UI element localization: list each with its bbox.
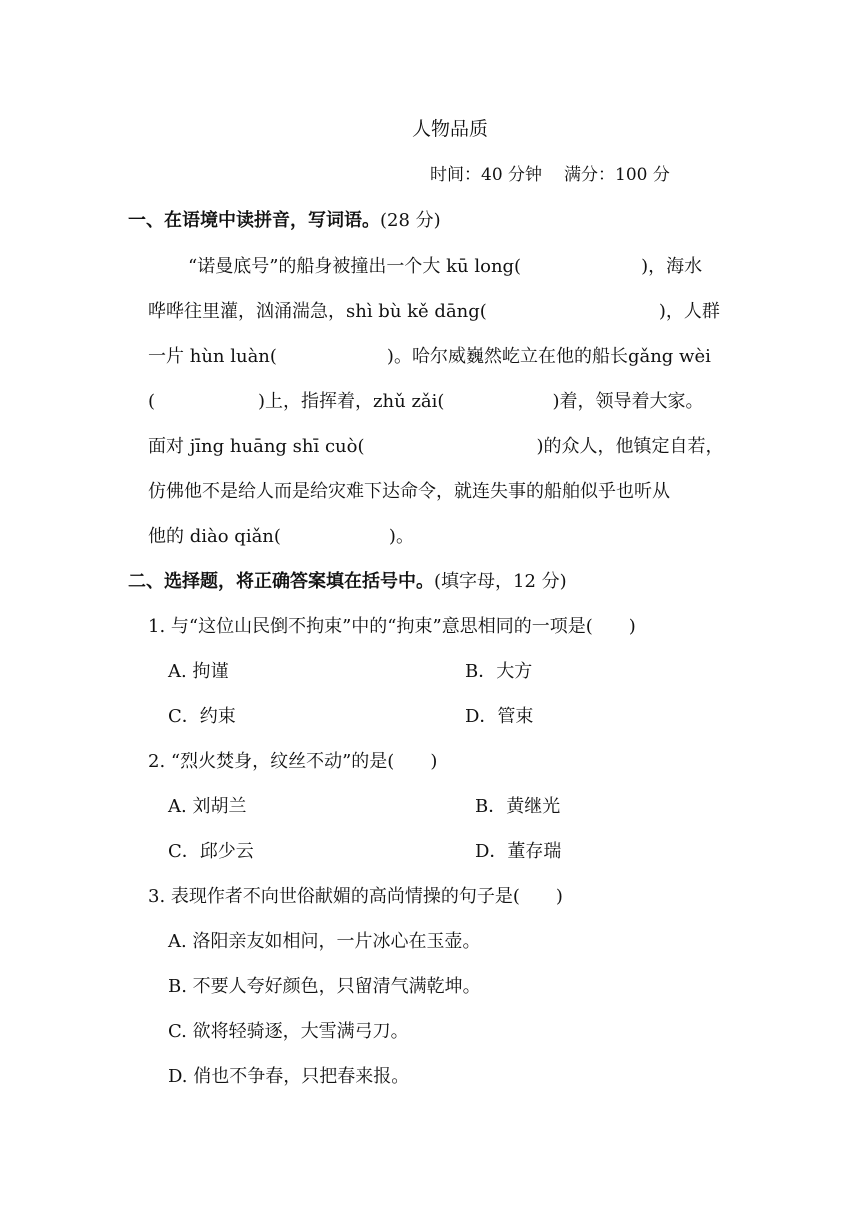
line-text: 仿佛他不是给人而是给灾难下达命令，就连失事的船舶似乎也听从 (148, 481, 670, 502)
time-limit: 时间：40 分钟 (430, 165, 543, 185)
line-text: )的众人，他镇定自若， (536, 436, 724, 457)
passage-line-7 (148, 522, 414, 548)
section-1-score: (28 分) (380, 210, 441, 231)
line-text: )上，指挥着，zhǔ zǎi( (258, 391, 445, 412)
q2-option-b[interactable]: B．黄继光 (475, 796, 561, 817)
q3-option-a[interactable]: A. 洛阳亲友如相问，一片冰心在玉壶。 (168, 931, 481, 952)
page-title: 人物品质 (411, 118, 488, 140)
passage-line-1 (188, 252, 702, 278)
line-text: )，人群 (658, 301, 720, 322)
q2-option-d[interactable]: D．董存瑞 (475, 841, 562, 862)
line-text: 一片 hùn luàn( (148, 346, 277, 367)
passage-line-4 (148, 387, 703, 413)
passage-line-2 (148, 297, 720, 323)
q1-option-d[interactable]: D．管束 (465, 706, 534, 727)
line-text: ( (148, 391, 156, 412)
line-text: )着，领导着大家。 (552, 391, 704, 412)
question-2-stem: 2. “烈火焚身，纹丝不动”的是( ) (148, 751, 438, 772)
line-text: 面对 jīng huāng shī cuò( (148, 436, 365, 457)
q3-option-d[interactable]: D. 俏也不争春，只把春来报。 (168, 1066, 410, 1087)
section-1-heading (128, 206, 441, 232)
full-score: 满分：100 分 (564, 165, 670, 185)
passage-line-3 (148, 342, 711, 368)
q3-option-b[interactable]: B. 不要人夸好颜色，只留清气满乾坤。 (168, 976, 481, 997)
q2-option-c[interactable]: C．邱少云 (168, 841, 254, 862)
question-3-stem: 3. 表现作者不向世俗献媚的高尚情操的句子是( ) (148, 886, 563, 907)
q1-option-c[interactable]: C．约束 (168, 706, 236, 727)
passage-line-5 (148, 432, 724, 458)
line-text: 他的 diào qiǎn( (148, 526, 281, 547)
q1-option-a[interactable]: A. 拘谨 (168, 661, 229, 682)
line-text: )。哈尔威巍然屹立在他的船长gǎng wèi (386, 346, 711, 367)
line-text: )。 (388, 526, 414, 547)
q2-option-a[interactable]: A. 刘胡兰 (168, 796, 247, 817)
section-1-title: 一、在语境中读拼音，写词语。 (128, 210, 380, 231)
line-text: )，海水 (641, 256, 703, 277)
exam-meta (430, 160, 692, 185)
line-text: 哗哗往里灌，汹涌湍急，shì bù kě dāng( (148, 301, 487, 322)
line-text: “诺曼底号”的船身被撞出一个大 kū long( (188, 256, 522, 277)
question-1-stem: 1. 与“这位山民倒不拘束”中的“拘束”意思相同的一项是( ) (148, 616, 636, 637)
section-2-heading (128, 567, 567, 593)
section-2-score: (填字母，12 分) (434, 571, 567, 592)
section-2-title: 二、选择题，将正确答案填在括号中。 (128, 571, 434, 592)
q3-option-c[interactable]: C. 欲将轻骑逐，大雪满弓刀。 (168, 1021, 409, 1042)
q1-option-b[interactable]: B．大方 (465, 661, 533, 682)
passage-line-6 (148, 477, 670, 503)
